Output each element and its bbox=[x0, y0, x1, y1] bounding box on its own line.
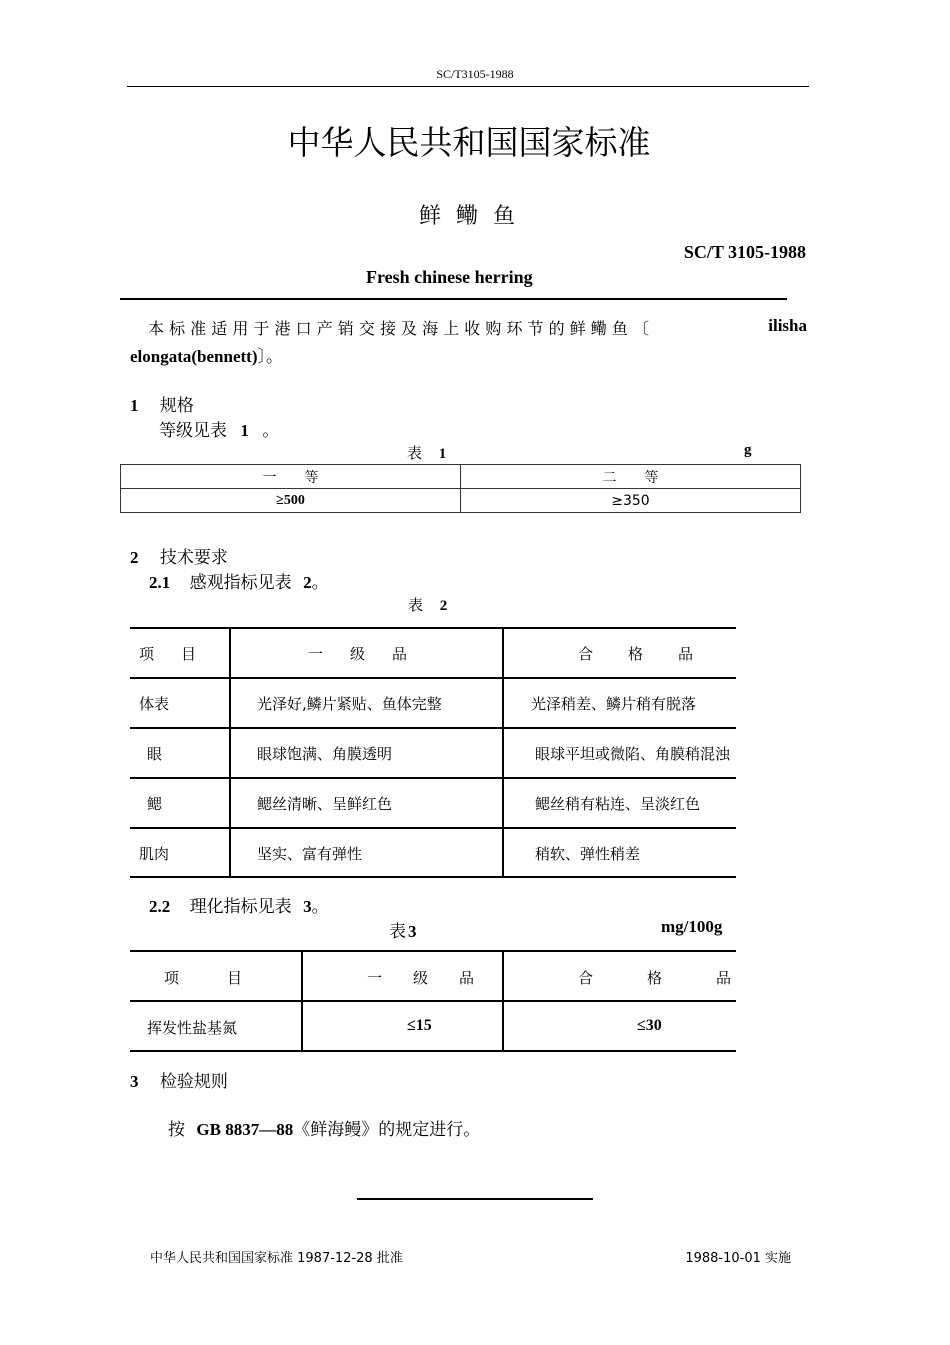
table-2-caption-label: 表 bbox=[408, 596, 424, 614]
table-row bbox=[121, 465, 801, 489]
table-3-caption bbox=[389, 917, 417, 942]
header-code: SC/T3105-1988 bbox=[436, 67, 514, 81]
table-3-header-qualified: 合 格 品 bbox=[578, 969, 740, 987]
section-3-title: 检验规则 bbox=[159, 1072, 228, 1092]
table-1-caption-label: 表 bbox=[407, 444, 423, 462]
table-1-unit: g bbox=[744, 442, 752, 458]
section-2-2-ref: 3 bbox=[303, 897, 312, 916]
scope-line-2 bbox=[130, 342, 283, 367]
table-2-row-2-qualified: 眼球平坦或微陷、角膜稍混浊 bbox=[535, 745, 731, 763]
table-3-value-qualified: ≤30 bbox=[637, 1017, 662, 1034]
table-2-row-4-item: 肌肉 bbox=[139, 845, 170, 863]
section-3-heading bbox=[130, 1067, 228, 1092]
subtitle: 鲜 鳓 鱼 bbox=[419, 204, 519, 229]
table-3-unit: mg/100g bbox=[661, 917, 723, 936]
section-1-body: 等级见表 bbox=[159, 421, 227, 441]
section-2-1-end: 。 bbox=[311, 573, 329, 593]
table-2-row-1-grade-1: 光泽好,鳞片紧贴、鱼体完整 bbox=[257, 695, 442, 713]
table-1-header-grade-2: 二 等 bbox=[461, 465, 801, 489]
section-3-gb-ref: GB 8837—88 bbox=[196, 1120, 294, 1139]
section-1-number: 1 bbox=[130, 396, 139, 415]
table-3-header-item: 项 目 bbox=[164, 969, 249, 987]
section-2-2-number: 2.2 bbox=[149, 897, 171, 916]
section-2-1-ref: 2 bbox=[303, 573, 312, 592]
table-2-row-3-grade-1: 鳃丝清晰、呈鲜红色 bbox=[257, 795, 393, 813]
table-2-header-grade-1: 一 级 品 bbox=[308, 645, 414, 663]
table-2-caption-number: 2 bbox=[439, 598, 448, 614]
table-3-row-label: 挥发性盐基氮 bbox=[147, 1019, 238, 1037]
scope-latin-1: ilisha bbox=[768, 316, 807, 335]
table-2-row-3-item: 鳃 bbox=[147, 795, 163, 813]
section-1-ref: 1 bbox=[240, 421, 249, 440]
table-1-caption bbox=[407, 442, 446, 463]
footer-approval: 中华人民共和国国家标准 1987-12-28 批准 bbox=[150, 1251, 403, 1266]
english-title: Fresh chinese herring bbox=[366, 267, 533, 287]
footer-effective: 1988-10-01 实施 bbox=[685, 1251, 791, 1266]
standard-number: SC/T 3105-1988 bbox=[683, 242, 806, 262]
table-row bbox=[121, 489, 801, 513]
table-1 bbox=[120, 464, 801, 513]
section-2-title: 技术要求 bbox=[159, 548, 228, 568]
table-2-row-2-grade-1: 眼球饱满、角膜透明 bbox=[257, 745, 393, 763]
table-3-header-grade-1: 一 级 品 bbox=[367, 969, 483, 987]
title-rule bbox=[120, 298, 787, 300]
scope-paragraph bbox=[148, 316, 808, 339]
scope-text: 本 标 准 适 用 于 港 口 产 销 交 接 及 海 上 收 购 环 节 的 鲜 鳓 鱼 〔 bbox=[148, 319, 649, 338]
table-2-caption bbox=[408, 594, 447, 615]
scope-end: 〕。 bbox=[257, 347, 283, 367]
table-1-value-grade-1: ≥500 bbox=[121, 489, 461, 513]
section-2-2-end: 。 bbox=[311, 897, 329, 917]
table-3-caption-number: 3 bbox=[408, 922, 417, 941]
section-3-text-pre: 按 bbox=[168, 1120, 185, 1140]
section-2-1 bbox=[149, 568, 329, 593]
main-title: 中华人民共和国国家标准 bbox=[287, 123, 651, 162]
table-2-header-item: 项 目 bbox=[139, 645, 203, 663]
table-2-row-2-item: 眼 bbox=[147, 745, 163, 763]
section-2-1-text: 感观指标见表 bbox=[189, 573, 292, 593]
section-2-heading bbox=[130, 543, 228, 568]
section-1-title: 规格 bbox=[159, 396, 194, 416]
table-2-row-1-qualified: 光泽稍差、鳞片稍有脱落 bbox=[531, 695, 697, 713]
section-2-2-text: 理化指标见表 bbox=[189, 897, 292, 917]
table-2-row-4-grade-1: 坚实、富有弹性 bbox=[257, 845, 363, 863]
section-3-text bbox=[168, 1115, 480, 1140]
table-3-value-grade-1: ≤15 bbox=[407, 1017, 432, 1034]
table-1-caption-number: 1 bbox=[438, 446, 447, 462]
table-1-value-grade-2: ≥350 bbox=[461, 489, 801, 513]
section-1-text bbox=[159, 416, 279, 441]
scope-latin-2: elongata(bennett) bbox=[130, 347, 258, 366]
table-2-header-qualified: 合 格 品 bbox=[578, 645, 704, 663]
section-2-2 bbox=[149, 892, 329, 917]
table-2-row-4-qualified: 稍软、弹性稍差 bbox=[535, 845, 641, 863]
section-1-end: 。 bbox=[262, 421, 280, 441]
header-rule bbox=[127, 86, 809, 87]
section-3-number: 3 bbox=[130, 1072, 139, 1091]
section-3-text-post: 《鲜海鳗》的规定进行。 bbox=[293, 1120, 481, 1140]
section-1-heading bbox=[130, 391, 194, 416]
section-2-1-number: 2.1 bbox=[149, 573, 171, 592]
table-1-header-grade-1: 一 等 bbox=[121, 465, 461, 489]
section-2-number: 2 bbox=[130, 548, 139, 567]
table-2-row-3-qualified: 鳃丝稍有粘连、呈淡红色 bbox=[535, 795, 701, 813]
table-2-row-1-item: 体表 bbox=[139, 695, 170, 713]
table-3-caption-label: 表 bbox=[389, 922, 406, 942]
end-rule bbox=[357, 1198, 593, 1200]
